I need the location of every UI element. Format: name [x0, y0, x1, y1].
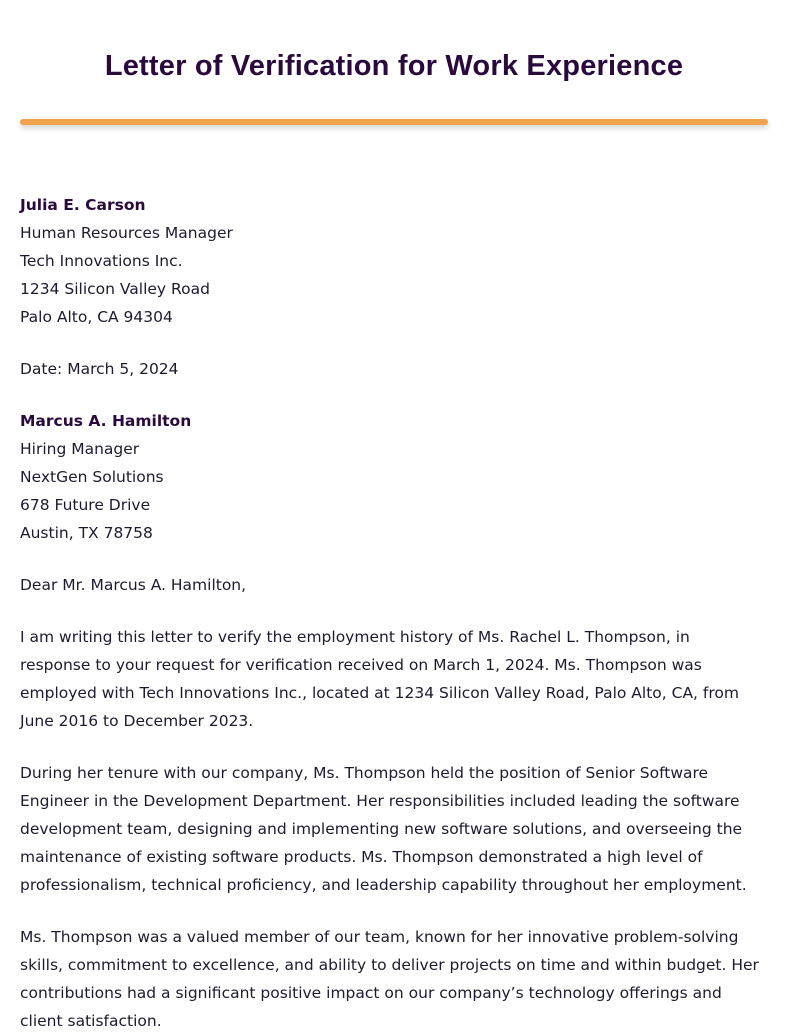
recipient-name: Marcus A. Hamilton — [20, 412, 192, 430]
recipient-company: NextGen Solutions — [20, 468, 164, 486]
sender-title: Human Resources Manager — [20, 224, 233, 242]
sender-address-line2: Palo Alto, CA 94304 — [20, 308, 173, 326]
letter-body — [20, 191, 768, 1035]
page-title: Letter of Verification for Work Experience — [104, 50, 684, 82]
sender-company: Tech Innovations Inc. — [20, 252, 183, 270]
sender-name: Julia E. Carson — [20, 196, 146, 214]
recipient-title: Hiring Manager — [20, 440, 140, 458]
salutation-block — [20, 571, 768, 599]
body-paragraph: Ms. Thompson was a valued member of our team, known for her innovative problem-solving skills, commitment to excellence, and ability to deliver projects on time and within budget. Her contributions had a significant positive impact on our company’s technology offerings and client satisfaction. — [20, 928, 759, 1030]
date-block — [20, 355, 768, 383]
sender-address-line1: 1234 Silicon Valley Road — [20, 280, 210, 298]
recipient-address-line2: Austin, TX 78758 — [20, 524, 153, 542]
letter-date: Date: March 5, 2024 — [20, 360, 179, 378]
sender-block — [20, 191, 768, 331]
body-paragraph: I am writing this letter to verify the employment history of Ms. Rachel L. Thompson, in response to your request for verification received on March 1, 2024. Ms. Thompson was employed with Tech Innovations Inc., located at 1234 Silicon Valley Road, Palo Alto, CA, from June 2016 to December 2023. — [20, 628, 739, 730]
accent-divider — [20, 119, 768, 125]
salutation: Dear Mr. Marcus A. Hamilton, — [20, 576, 247, 594]
body-paragraph: During her tenure with our company, Ms. Thompson held the position of Senior Software Engineer in the Development Department. Her responsibilities included leading the software development team, designing and implementing new software solutions, and overseeing the maintenance of existing software products. Ms. Thompson demonstrated a high level of professionalism, technical proficiency, and leadership capability throughout her employment. — [20, 764, 747, 894]
recipient-block — [20, 407, 768, 547]
recipient-address-line1: 678 Future Drive — [20, 496, 151, 514]
